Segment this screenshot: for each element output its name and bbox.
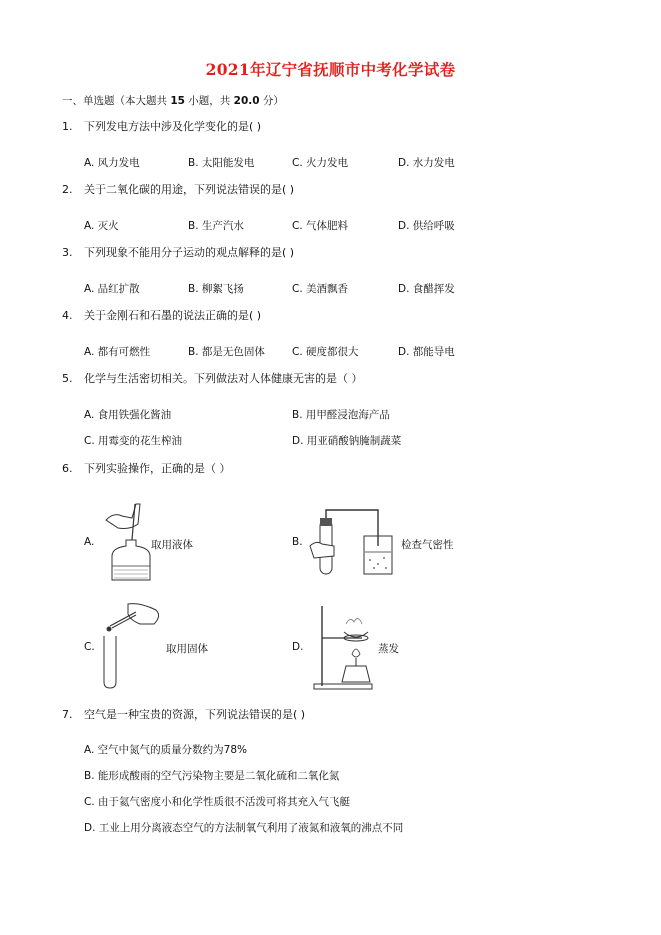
section-count: 15	[170, 95, 185, 107]
question-text: 空气是一种宝贵的资源，下列说法错误的是( )	[84, 708, 306, 721]
question-text: 下列发电方法中涉及化学变化的是( )	[84, 120, 262, 133]
question-number: 3.	[62, 246, 73, 259]
option[interactable]: C. 用霉变的花生榨油	[84, 435, 183, 447]
option[interactable]: C. 火力发电	[292, 157, 349, 169]
option-caption: 蒸发	[378, 643, 399, 655]
section-header	[62, 93, 284, 108]
option[interactable]: C. 由于氦气密度小和化学性质很不活泼可将其充入气飞艇	[84, 796, 351, 808]
option[interactable]: A. 都有可燃性	[84, 346, 151, 358]
question-number: 7.	[62, 708, 73, 721]
question-number: 5.	[62, 372, 73, 385]
option[interactable]: B. 能形成酸雨的空气污染物主要是二氧化硫和二氧化氮	[84, 770, 340, 782]
option[interactable]: D. 供给呼吸	[398, 220, 455, 232]
option-caption: 取用固体	[166, 643, 208, 655]
question-text: 关于二氧化碳的用途，下列说法错误的是( )	[84, 183, 295, 196]
option-letter[interactable]: C.	[84, 641, 95, 653]
question-number: 6.	[62, 462, 73, 475]
section-mid: 小题，共	[184, 95, 234, 107]
option[interactable]: A. 风力发电	[84, 157, 140, 169]
option[interactable]: B. 用甲醛浸泡海产品	[292, 409, 390, 421]
option[interactable]: D. 用亚硝酸钠腌制蔬菜	[292, 435, 402, 447]
option-letter[interactable]: D.	[292, 641, 304, 653]
section-prefix: 一、单选题（本大题共	[62, 95, 171, 107]
question-number: 4.	[62, 309, 73, 322]
option-letter[interactable]: A.	[84, 536, 95, 548]
take-solid-illustration	[100, 600, 166, 690]
option-letter[interactable]: B.	[292, 536, 303, 548]
option[interactable]: B. 柳絮飞扬	[188, 283, 244, 295]
option[interactable]: C. 美酒飘香	[292, 283, 349, 295]
option[interactable]: D. 水力发电	[398, 157, 455, 169]
option[interactable]: D. 都能导电	[398, 346, 455, 358]
option-caption: 检查气密性	[401, 539, 454, 551]
exam-title: 2021年辽宁省抚顺市中考化学试卷	[205, 60, 456, 79]
option[interactable]: C. 气体肥料	[292, 220, 349, 232]
option-caption: 取用液体	[151, 539, 193, 551]
evaporation-illustration	[312, 604, 376, 690]
option[interactable]: A. 品红扩散	[84, 283, 140, 295]
option[interactable]: D. 食醋挥发	[398, 283, 455, 295]
question-text: 下列实验操作，正确的是（ ）	[84, 462, 231, 475]
option[interactable]: B. 生产汽水	[188, 220, 244, 232]
section-suffix: 分）	[259, 95, 284, 107]
question-text: 下列现象不能用分子运动的观点解释的是( )	[84, 246, 295, 259]
option[interactable]: A. 空气中氮气的质量分数约为78%	[84, 744, 248, 756]
question-number: 2.	[62, 183, 73, 196]
option[interactable]: C. 硬度都很大	[292, 346, 359, 358]
question-number: 1.	[62, 120, 73, 133]
question-text: 化学与生活密切相关。下列做法对人体健康无害的是（ ）	[84, 372, 363, 385]
airtightness-check-illustration	[308, 506, 394, 576]
option[interactable]: B. 太阳能发电	[188, 157, 255, 169]
option[interactable]: D. 工业上用分离液态空气的方法制氧气利用了液氮和液氧的沸点不同	[84, 822, 404, 834]
question-text: 关于金刚石和石墨的说法正确的是( )	[84, 309, 262, 322]
option[interactable]: A. 食用铁强化酱油	[84, 409, 172, 421]
option[interactable]: A. 灭火	[84, 220, 119, 232]
section-score: 20.0	[233, 95, 260, 107]
option[interactable]: B. 都是无色固体	[188, 346, 265, 358]
